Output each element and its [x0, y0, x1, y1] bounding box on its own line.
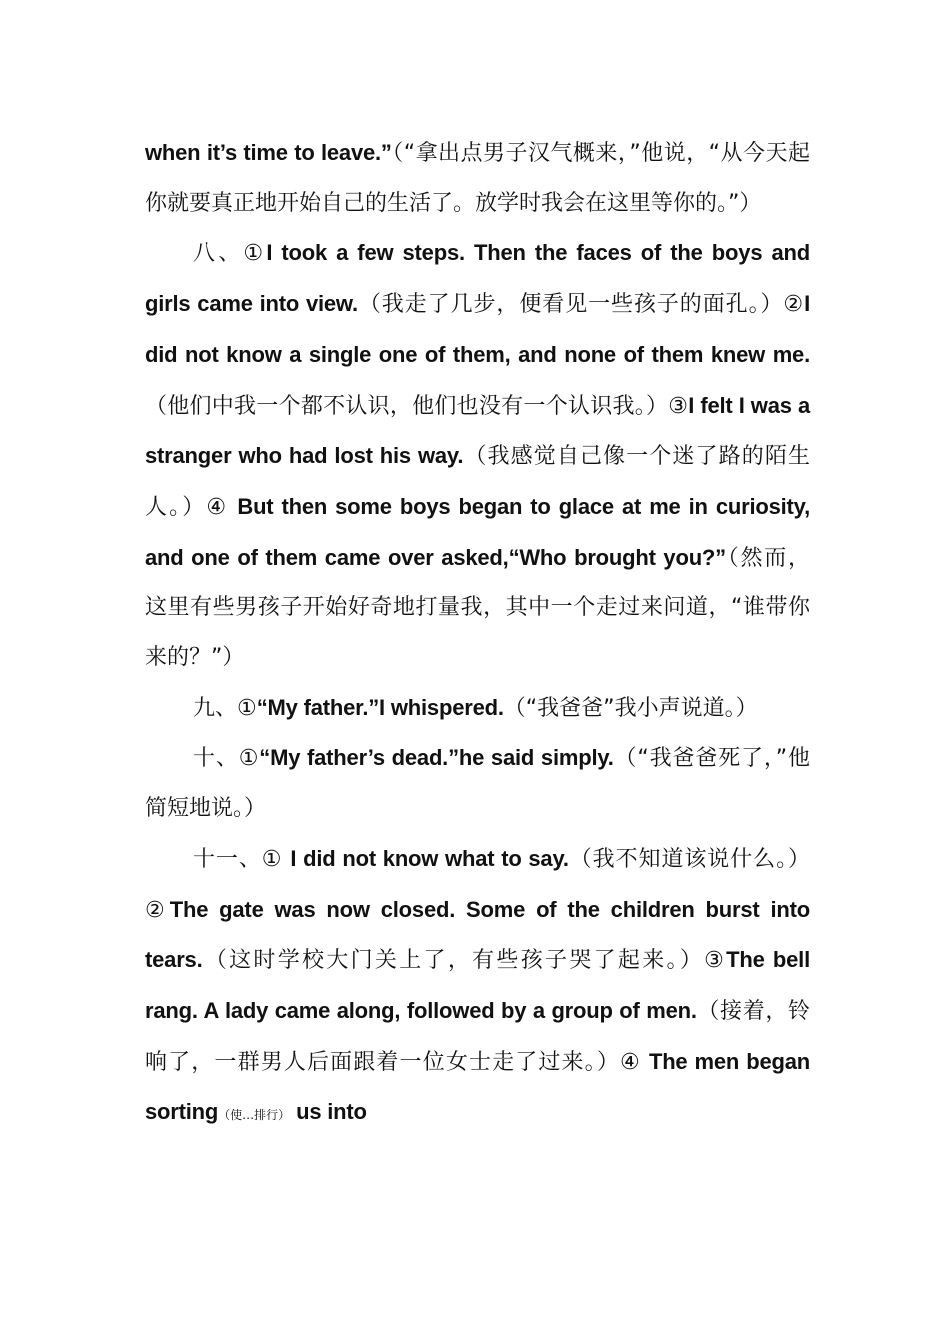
chinese-text: （这时学校大门关上了，有些孩子哭了起来。）③: [202, 948, 727, 974]
english-text: The gate was now closed. Some of the children burst into tears.: [145, 896, 810, 973]
chinese-text: 九、①: [193, 695, 257, 721]
paragraph-8: [145, 228, 810, 682]
chinese-text: （我不知道该说什么。）②: [145, 846, 810, 923]
english-text: I felt I was a stranger who had lost his way.: [145, 392, 810, 469]
document-page: [145, 128, 810, 1141]
chinese-text: （我走了几步，便看见一些孩子的面孔。）②: [357, 292, 805, 318]
chinese-text: （接着，铃响了，一群男人后面跟着一位女士走了过来。）④: [145, 998, 810, 1075]
chinese-text: （“拿出点男子汉气概来，”他说，“从今天起你就要真正地开始自己的生活了。放学时我会在这里等你的。”）: [145, 141, 810, 216]
english-text: The bell rang. A lady came along, followed by a group of men.: [145, 947, 810, 1023]
paragraph-10: [145, 733, 810, 833]
chinese-text: 八、①: [193, 241, 267, 267]
english-text: “My father.”I whispered.: [256, 694, 504, 720]
chinese-text: 十、①: [193, 746, 260, 772]
paragraph-continued: [145, 128, 810, 228]
chinese-text: （我感觉自己像一个迷了路的陌生人。）④: [145, 444, 810, 520]
paragraph-9: [145, 683, 810, 734]
english-text: when it’s time to leave.”: [145, 140, 392, 165]
chinese-text: （然而，这里有些男孩子开始好奇地打量我，其中一个走过来问道，“谁带你来的？”）: [145, 545, 810, 671]
english-text: us into: [290, 1099, 367, 1125]
chinese-text: （他们中我一个都不认识，他们也没有一个认识我。）③: [145, 393, 689, 419]
english-text: I did not know what to say.: [290, 845, 569, 871]
english-text: I did not know a single one of them, and none of them knew me.: [145, 291, 810, 367]
english-text: The men began sorting: [145, 1048, 810, 1125]
chinese-text: （“我爸爸死了，”他简短地说。）: [145, 746, 811, 822]
chinese-text: （“我爸爸”我小声说道。）: [503, 695, 758, 721]
chinese-text: 十一、①: [193, 846, 291, 872]
annotation-text: （使…排行）: [218, 1108, 291, 1123]
english-text: But then some boys began to glace at me in curiosity, and one of them came over asked,“Who brought you?”: [145, 493, 811, 570]
paragraph-11: [145, 834, 810, 1141]
english-text: “My father’s dead.”he said simply.: [259, 745, 614, 771]
english-text: I took a few steps. Then the faces of the boys and girls came into view.: [145, 240, 810, 317]
